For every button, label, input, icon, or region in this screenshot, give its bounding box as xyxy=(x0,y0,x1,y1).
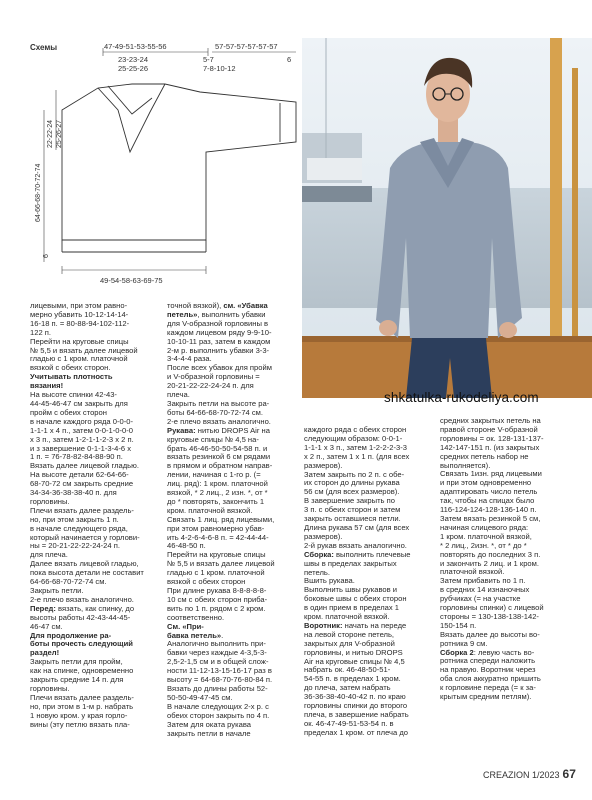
c2-increase-ref: См. «При- бавка петель» xyxy=(167,621,222,640)
c3-collar-text: начать на переде на левой стороне петель, закрытых для V-образной горловины, и нитью DROPS Air на круговые спицы № 4,5 набрать ок. 46-48-50-51- 54-55 п. в пределах 1 кром. до плеча, затем набрать 36-36-38-40-40-42 п. по краю горловины спинки до второго плеча, в завершение набрать ок. 46-47-49-51-53-54 п. в пределах 1 кром. от плеча до xyxy=(304,620,409,737)
schema-neck-2: 25-25-26 xyxy=(118,64,149,73)
c2-increase-text: . Аналогично выполнить при- бавки через каждые 4-3,5-3- 2,5-2-1,5 см и в общей слож- ности 11-12-13-15-16-17 раз в высоту = 64-68-70-76-80-84 п. Вязать до длины работы 52- 50-50-49-47-45 см. В начале следующих 2-х р. с обеих сторон закрыть по 4 п. Затем для оката рукава закрыть петли в начале xyxy=(167,630,273,738)
c2-p3 xyxy=(167,623,299,739)
schema-neck-1: 23-23-24 xyxy=(118,55,149,64)
schema-sleeve-a: 5-7 xyxy=(203,55,214,64)
c2-p1-tail: , выполнить убавки для V-образной горловины в каждом лицевом ряду 9-9-10- 10-10-11 раз, затем в каждом 2-м р. выполнить убавки 3-3- 3-4-4-4 раза. После всех убавок для пройм и V-образной горловины = 20-21-22-22-24-24 п. для плеча. Закрыть петли на высоте ра- боты 64-66-68-70-72-74 см. 2-е плечо вязать аналогично. xyxy=(167,309,272,426)
c2-p2 xyxy=(167,427,299,623)
c1-p1: лицевыми, при этом равно- мерно убавить 10-12-14-14- 16-18 п. = 80-88-94-102-112- 122 п. Перейти на круговые спицы № 5,5 и вязать далее лицевой гладью с 1 кром. платочной вязкой с обеих сторон. xyxy=(30,301,138,373)
c2-p1-lead: точной вязкой), xyxy=(167,301,222,310)
c1-front-text: вязать, как спинку, до высоты работы 42-43-44-45- 46-47 см. xyxy=(30,603,135,631)
schema-rib: 6 xyxy=(43,254,50,258)
c3-p2 xyxy=(304,551,436,622)
c1-p2: На высоте спинки 42-43- 44-45-46-47 см закрыть для пройм с обеих сторон в начале каждого ряда 0-0-0- 1-1-1 х 4 п., затем 0-0-1-0-0-0 х 3 п., затем 1-2-1-1-2-3 х 2 п. и з завершение 0-1-1-3-4-6 х 1 п. = 76-78-82-84-88-90 п. Вязать далее лицевой гладью. На высоте детали 62-64-66- 68-70-72 см закрыть средние 34-34-36-38-38-40 п. для горловины. Плечи вязать далее раздель- но, при этом закрыть 1 п. в начале следующего ряда, который начинается у горлови- ны = 20-21-22-22-24-24 п. для плеча. Далее вязать лицевой гладью, пока высота детали не составит 64-66-68-70-72-74 см. Закрыть петли. 2-е плечо вязать аналогично. xyxy=(30,390,144,604)
c2-sleeves-label: Рукава: xyxy=(167,425,196,435)
schema-sleeve-c: 6 xyxy=(287,55,292,64)
c4-p1: средних закрытых петель на правой стороне V-образной горловины = ок. 128-131-137- 142-147-151 п. (из закрытых средних петель набор не выполняется). Связать 1изн. ряд лицевыми и при этом одновременно адаптировать число петель так, чтобы на спицах было 116-124-124-128-136-140 п. Затем вязать резинкой 5 см, начиная слицевого ряда: 1 кром. платочной вязкой, * 2 лиц., 2изн. *, от * до * повторять до последних 3 п. и закончить 2 лиц. и 1 кром. платочной вязкой. Затем прибавить по 1 п. в средних 14 изнаночных рубчиках (= на участке горловины спинки) с лицевой стороны = 130-138-138-142- 150-154 п. Вязать далее до высоты во- ротника 9 см. xyxy=(440,416,544,648)
schema-bottom-width: 49-54-58-63-69-75 xyxy=(100,276,163,285)
c1-p4: Закрыть петли для пройм, как на спинке, одновременно закрыть средние 14 п. для горловины. Плечи вязать далее раздель- но, при этом в 1-м р. набрать 1 новую кром. у края горло- вины (эту петлю вязать пла- xyxy=(30,657,134,729)
page-number: 67 xyxy=(562,767,576,781)
schema-side-a: 22-22-24 xyxy=(47,119,54,148)
text-column-3 xyxy=(304,426,436,738)
text-column-4 xyxy=(440,417,572,702)
c4-assembly2-text: : левую часть во- ротника спереди наложить на правую. Воротник через оба слоя аккуратно пришить к горловине переда (= к за- крытым средним петлям). xyxy=(440,647,541,702)
c3-collar-label: Воротник: xyxy=(304,620,343,630)
c1-heading-gauge: Учитывать плотность вязания! xyxy=(30,372,113,391)
c1-front-label: Перед: xyxy=(30,603,56,613)
c2-decrease-ref: см. «Убавка петель» xyxy=(167,301,268,319)
sweater-outline xyxy=(62,84,296,252)
c2-p1 xyxy=(167,302,299,427)
text-column-2 xyxy=(167,302,299,738)
watermark: shkatulka-rukodeliya.com xyxy=(384,390,539,405)
c2-sleeves-text: нитью DROPS Air на круговые спицы № 4,5 на- брать 46-46-50-50-54-58 п. и вязать резинкой 6 см рядами в прямом и обратном направ- лении, начиная с 1-го р. (= лиц. ряд): 1 кром. платочной вязкой, * 2 лиц., 2 изн. *, от * до * повторять, закончить 1 кром. платочной вязкой. Связать 1 лиц. ряд лицевыми, при этом равномерно убав- ить 4-2-6-4-6-8 п. = 42-44-44- 46-48-50 п. Перейти на круговые спицы № 5,5 и вязать далее лицевой гладью с 1 кром. платочной вязкой с обеих сторон При длине рукава 8-8-8-8-8- 10 см с обеих сторон приба- вить по 1 п. рядом с 2 кром. соответственно. xyxy=(167,425,275,622)
schema-title: Схемы xyxy=(30,43,58,52)
c3-assembly-label: Сборка: xyxy=(304,549,334,559)
garment-schematic xyxy=(0,0,300,300)
schema-height: 64-66-68-70-72-74 xyxy=(35,163,42,222)
schema-side-b: 25-26-27 xyxy=(56,119,63,148)
model-photo xyxy=(302,38,592,398)
c1-heading-continue: Для продолжение ра- боты прочесть следующий раздел! xyxy=(30,630,133,658)
schema-top-width: 47-49-51-53-55-56 xyxy=(104,42,167,51)
text-column-1 xyxy=(30,302,162,730)
schema-sleeve-b: 7-8-10-12 xyxy=(203,64,236,73)
magazine-issue: CREAZION 1/2023 xyxy=(483,770,560,780)
c4-p2 xyxy=(440,649,572,702)
c3-assembly-text: выполнить плечевые швы в пределах закрытых петель. Вшить рукава. Выполнить швы рукавов и боковые швы с обеих сторон в один прием в пределах 1 кром. платочной вязкой. xyxy=(304,549,411,622)
c3-p1: каждого ряда с обеих сторон следующим образом: 0-0-1- 1-1-1 х 3 п., затем 1-2-2-2-3-3 х 2 п., затем 1 х 1 п. (для всех размеров). Затем закрыть по 2 п. с обе- их сторон до длины рукава 56 см (для всех размеров). В завершение закрыть по 3 п. с обеих сторон и затем закрыть оставшиеся петли. Длина рукава 57 см (для всех размеров). 2-й рукав вязать аналогично. xyxy=(304,425,410,550)
page-footer xyxy=(483,767,576,781)
c1-p3 xyxy=(30,605,162,632)
schema-sleeve-length: 57-57-57-57-57-57 xyxy=(215,42,278,51)
c3-p3 xyxy=(304,622,436,738)
c4-assembly2-label: Сборка 2 xyxy=(440,647,474,657)
